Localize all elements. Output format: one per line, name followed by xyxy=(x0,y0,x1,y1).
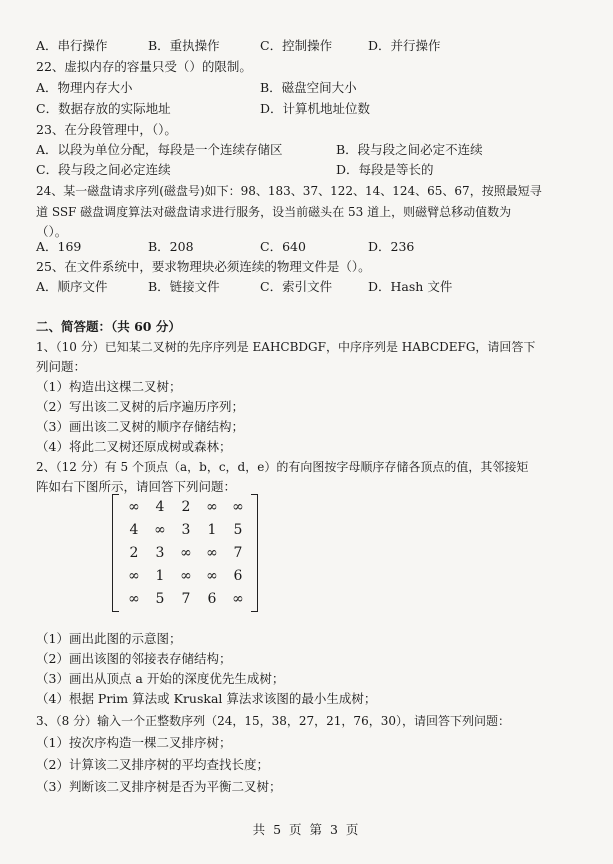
matrix-cell: 5 xyxy=(233,522,243,538)
matrix-cell: ∞ xyxy=(180,568,192,584)
matrix-cell: ∞ xyxy=(206,499,218,515)
q25-option-b: B．链接文件 xyxy=(148,279,220,294)
p2-item-2: （2）画出该图的邻接表存储结构； xyxy=(36,651,232,666)
matrix-cell: ∞ xyxy=(232,591,244,607)
matrix-cell: 4 xyxy=(129,522,139,538)
matrix-cell: ∞ xyxy=(128,568,140,584)
q23-option-a: A．以段为单位分配，每段是一个连续存储区 xyxy=(36,142,283,157)
q21-option-a: A．串行操作 xyxy=(36,38,108,53)
p2-item-1: （1）画出此图的示意图； xyxy=(36,631,182,646)
q25-option-c: C．索引文件 xyxy=(260,279,333,294)
p1-stem-line2: 列问题： xyxy=(36,359,87,374)
q23-option-b: B．段与段之间必定不连续 xyxy=(336,142,483,157)
p1-item-1: （1）构造出这棵二叉树； xyxy=(36,379,182,394)
q25-stem: 25、在文件系统中，要求物理块必须连续的物理文件是（）。 xyxy=(36,259,371,274)
matrix-cell: 4 xyxy=(155,499,165,515)
matrix-cell: ∞ xyxy=(206,545,218,561)
p3-item-3: （3）判断该二叉排序树是否为平衡二叉树； xyxy=(36,779,282,794)
p3-stem: 3、（8 分）输入一个正整数序列（24，15，38，27，21，76，30），请回答下列问题： xyxy=(36,714,510,728)
q24-option-d: D．236 xyxy=(368,239,415,254)
matrix-cell: 2 xyxy=(129,545,139,561)
p3-item-1: （1）按次序构造一棵二叉排序树； xyxy=(36,735,232,750)
matrix-cell: 5 xyxy=(155,591,165,607)
q21-option-c: C．控制操作 xyxy=(260,38,333,53)
q24-option-c: C．640 xyxy=(260,239,306,254)
q25-option-d: D．Hash 文件 xyxy=(368,279,453,294)
p1-item-3: （3）画出该二叉树的顺序存储结构； xyxy=(36,419,244,434)
q21-option-d: D．并行操作 xyxy=(368,38,441,53)
matrix-cell: 6 xyxy=(233,568,243,584)
p3-item-2: （2）计算该二叉排序树的平均查找长度； xyxy=(36,757,269,772)
p1-item-2: （2）写出该二叉树的后序遍历序列； xyxy=(36,399,244,414)
matrix-cell: 6 xyxy=(207,591,217,607)
matrix-cell: ∞ xyxy=(128,591,140,607)
adjacency-matrix xyxy=(112,494,258,612)
p1-item-4: （4）将此二叉树还原成树或森林； xyxy=(36,439,232,454)
matrix-cell: ∞ xyxy=(206,568,218,584)
matrix-cell: 1 xyxy=(155,568,165,584)
p1-stem-line1: 1、（10 分）已知某二叉树的先序序列是 EAHCBDGF，中序序列是 HABCDEFG，请回答下 xyxy=(36,340,536,354)
q22-option-b: B．磁盘空间大小 xyxy=(260,80,357,95)
q24-stem-line1: 24、某一磁盘请求序列(磁盘号)如下：98、183、37、122、14、124、65、67，按照最短寻 xyxy=(36,184,542,198)
matrix-cell: ∞ xyxy=(128,499,140,515)
q25-option-a: A．顺序文件 xyxy=(36,279,108,294)
matrix-cell: 7 xyxy=(233,545,243,561)
matrix-cell: 3 xyxy=(181,522,191,538)
q22-option-c: C．数据存放的实际地址 xyxy=(36,101,171,116)
p2-stem-line2: 阵如右下图所示，请回答下列问题： xyxy=(36,479,237,494)
matrix-cell: ∞ xyxy=(232,499,244,515)
p2-item-4: （4）根据 Prim 算法或 Kruskal 算法求该图的最小生成树； xyxy=(36,691,377,706)
q23-option-c: C．段与段之间必定连续 xyxy=(36,162,171,177)
q24-stem-line3: （）。 xyxy=(36,224,68,239)
matrix-cell: ∞ xyxy=(154,522,166,538)
matrix-cell: 7 xyxy=(181,591,191,607)
q24-option-a: A．169 xyxy=(36,239,82,254)
q24-stem-line2: 道 SSF 磁盘调度算法对磁盘请求进行服务，设当前磁头在 53 道上，则磁臂总移动值数为 xyxy=(36,205,512,219)
page-footer: 共 5 页 第 3 页 xyxy=(252,822,361,837)
matrix-cell: 3 xyxy=(155,545,165,561)
q22-option-d: D．计算机地址位数 xyxy=(260,101,371,116)
matrix-cell: 1 xyxy=(207,522,217,538)
matrix-right-bracket xyxy=(251,494,258,612)
q22-stem: 22、虚拟内存的容量只受（）的限制。 xyxy=(36,59,252,74)
q23-option-d: D．每段是等长的 xyxy=(336,162,434,177)
q24-option-b: B．208 xyxy=(148,239,194,254)
matrix-cell: ∞ xyxy=(180,545,192,561)
q21-option-b: B．重执操作 xyxy=(148,38,220,53)
q22-option-a: A．物理内存大小 xyxy=(36,80,133,95)
q23-stem: 23、在分段管理中，（）。 xyxy=(36,122,177,137)
matrix-cell: 2 xyxy=(181,499,191,515)
p2-item-3: （3）画出从顶点 a 开始的深度优先生成树； xyxy=(36,671,285,686)
section2-title: 二、简答题：（共 60 分） xyxy=(36,319,181,334)
p2-stem-line1: 2、（12 分）有 5 个顶点（a，b，c，d，e）的有向图按字母顺序存储各顶点的值，其邻接矩 xyxy=(36,460,529,474)
matrix-left-bracket xyxy=(112,494,119,612)
